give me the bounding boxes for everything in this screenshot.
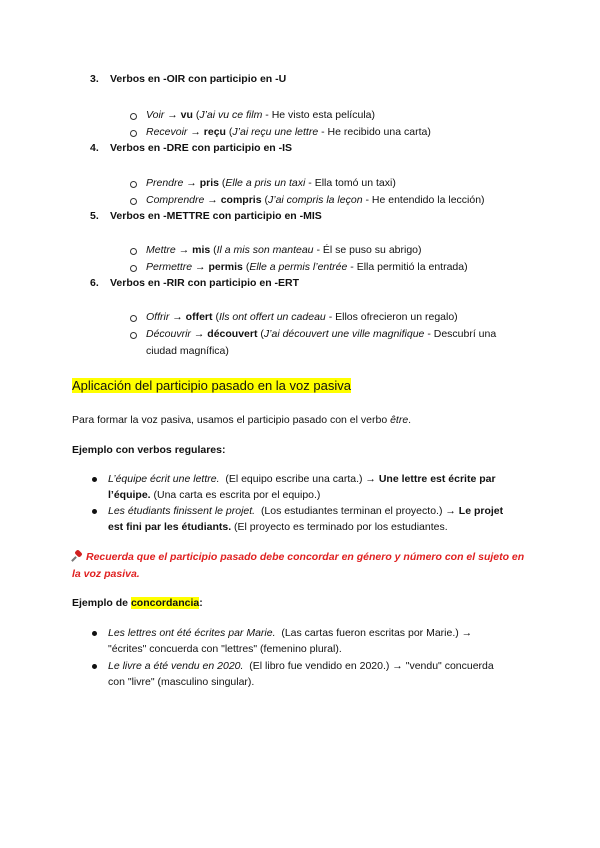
- sub-item: Voir → vu (J’ai vu ce film - He visto esta película): [146, 109, 375, 121]
- list-title: Verbos en -OIR con participio en -U: [110, 73, 287, 85]
- hollow-bullet-icon: [130, 265, 137, 272]
- hollow-bullet-icon: [130, 130, 137, 137]
- bullet-icon: [92, 631, 97, 636]
- example-line: Le livre a été vendu en 2020. (El libro fue vendido en 2020.) → "vendu" concuerda: [108, 660, 494, 672]
- sub-item: Prendre → pris (Elle a pris un taxi - Ella tomó un taxi): [146, 177, 396, 189]
- section-heading: Aplicación del participio pasado en la voz pasiva: [72, 378, 351, 393]
- example-line: Les étudiants finissent le projet. (Los estudiantes terminan el proyecto.) → Le projet: [108, 505, 504, 517]
- example-line-continuation: est fini par les étudiants. (El proyecto es terminado por los estudiantes.: [108, 521, 448, 533]
- sub-item-continuation: ciudad magnífica): [146, 345, 229, 357]
- pushpin-icon: [72, 551, 82, 561]
- hollow-bullet-icon: [130, 248, 137, 255]
- bullet-icon: [92, 509, 97, 514]
- example-line: L’équipe écrit une lettre. (El equipo escribe una carta.) → Une lettre est écrite par: [108, 473, 496, 485]
- hollow-bullet-icon: [130, 113, 137, 120]
- list-number: 6.: [90, 277, 99, 289]
- hollow-bullet-icon: [130, 198, 137, 205]
- sub-item: Permettre → permis (Elle a permis l’entrée - Ella permitió la entrada): [146, 261, 468, 273]
- hollow-bullet-icon: [130, 181, 137, 188]
- example-line: Les lettres ont été écrites par Marie. (Las cartas fueron escritas por Marie.) →: [108, 627, 473, 639]
- reminder-note-continuation: la voz pasiva.: [72, 568, 140, 580]
- regular-verbs-heading: Ejemplo con verbos regulares:: [72, 444, 226, 456]
- list-number: 3.: [90, 73, 99, 85]
- list-number: 4.: [90, 142, 99, 154]
- bullet-icon: [92, 664, 97, 669]
- example-line-continuation: con "livre" (masculino singular).: [108, 676, 255, 688]
- list-title: Verbos en -METTRE con participio en -MIS: [110, 210, 322, 222]
- agreement-heading: Ejemplo de concordancia:: [72, 597, 203, 609]
- sub-item: Mettre → mis (Il a mis son manteau - Él se puso su abrigo): [146, 244, 422, 256]
- sub-item: Comprendre → compris (J’ai compris la leçon - He entendido la lección): [146, 194, 485, 206]
- sub-item: Découvrir → découvert (J’ai découvert une ville magnifique - Descubrí una: [146, 328, 497, 340]
- bullet-icon: [92, 477, 97, 482]
- example-line-continuation: "écrites" concuerda con "lettres" (femenino plural).: [108, 643, 342, 655]
- hollow-bullet-icon: [130, 315, 137, 322]
- reminder-note: Recuerda que el participio pasado debe concordar en género y número con el sujeto en: [72, 550, 524, 564]
- intro-paragraph: Para formar la voz pasiva, usamos el participio pasado con el verbo être.: [72, 414, 412, 426]
- sub-item: Offrir → offert (Ils ont offert un cadeau - Ellos ofrecieron un regalo): [146, 311, 458, 323]
- hollow-bullet-icon: [130, 332, 137, 339]
- example-line-continuation: l’équipe. (Una carta es escrita por el equipo.): [108, 489, 321, 501]
- sub-item: Recevoir → reçu (J’ai reçu une lettre - He recibido una carta): [146, 126, 431, 138]
- list-title: Verbos en -DRE con participio en -IS: [110, 142, 293, 154]
- list-title: Verbos en -RIR con participio en -ERT: [110, 277, 300, 289]
- list-number: 5.: [90, 210, 99, 222]
